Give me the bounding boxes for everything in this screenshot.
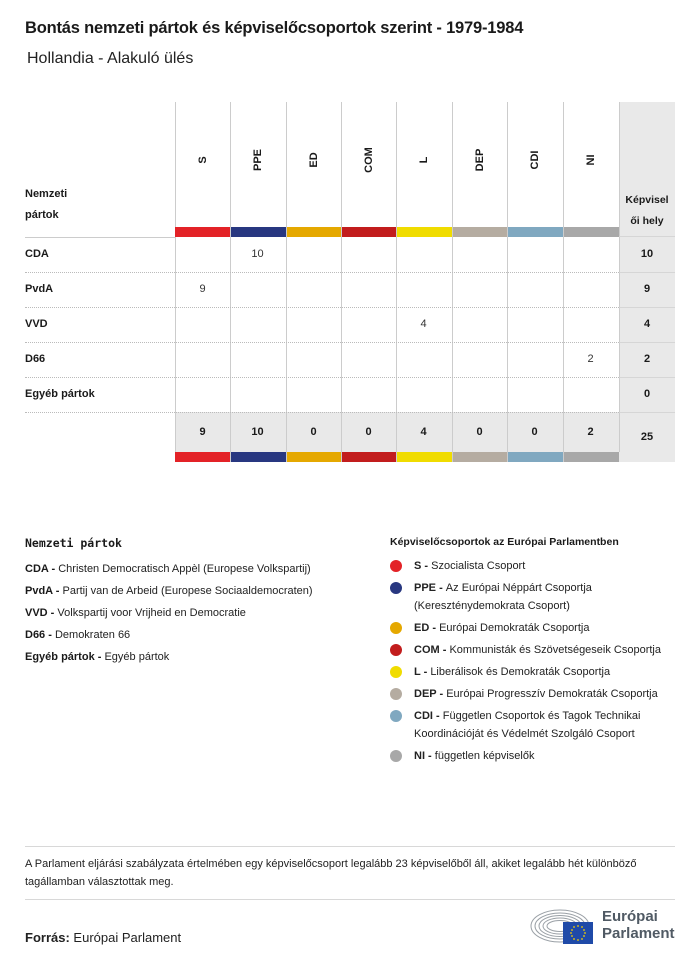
cell-ni — [563, 272, 618, 307]
national-parties-legend — [25, 536, 375, 668]
column-header-label: L — [417, 156, 430, 164]
cell-ppe — [230, 272, 285, 307]
legend-name: Európai Demokraták Csoportja — [439, 622, 590, 634]
legend-item-egyeb-partok: Egyéb pártok - Egyéb pártok — [25, 651, 170, 663]
cell-cdi — [507, 272, 562, 307]
legend-name: Szocialista Csoport — [431, 560, 526, 572]
color-dot-icon — [390, 688, 402, 700]
table-row-d66 — [25, 342, 675, 377]
color-dot-icon — [390, 750, 402, 762]
legend-code: S — [414, 560, 422, 572]
cell-s — [175, 237, 230, 272]
group-color-bar-ed — [287, 452, 341, 462]
cell-dep — [452, 237, 507, 272]
cell-cdi — [507, 307, 562, 342]
source-value: Európai Parlament — [73, 930, 182, 945]
cell-l — [396, 237, 451, 272]
table-row-pvda — [25, 272, 675, 307]
row-total: 0 — [643, 388, 651, 400]
group-color-bar-l — [397, 452, 452, 462]
political-groups-legend — [390, 536, 680, 769]
cell-ed — [286, 237, 341, 272]
cell-l — [396, 377, 451, 412]
row-header-label — [25, 184, 67, 226]
legend-name: Az Európai Néppárt Csoportja (Kereszténydemokrata Csoport) — [414, 582, 592, 612]
group-color-bar-l — [397, 227, 452, 237]
parliament-hemicycle-icon — [530, 906, 596, 946]
cell-ni — [563, 377, 618, 412]
cell-cdi — [507, 377, 562, 412]
legend-item-cdi: CDI - Független Csoportok és Tagok Technikai Koordinációját és Védelmét Szolgáló Csoport — [390, 707, 680, 743]
group-color-bar-com — [342, 227, 396, 237]
legend-title: Képviselőcsoportok az Európai Parlamentben — [390, 536, 619, 548]
table-row-vvd — [25, 307, 675, 342]
group-color-bar-ed — [287, 227, 341, 237]
column-header-ed — [286, 102, 341, 227]
cell-com — [341, 377, 396, 412]
legend-code: ED — [414, 622, 430, 634]
legend-code: D66 — [25, 629, 46, 641]
legend-item-pvda: PvdA - Partij van de Arbeid (Europese Sociaaldemocraten) — [25, 585, 313, 597]
cell-ni: 2 — [587, 353, 594, 365]
legend-item-d66: D66 - Demokraten 66 — [25, 629, 131, 641]
cell-s — [175, 377, 230, 412]
row-header-line-2: pártok — [25, 209, 59, 221]
cell-ni — [563, 307, 618, 342]
divider — [25, 846, 675, 847]
logo-wordmark — [602, 908, 675, 942]
totals-header-line-1: Képvisel — [625, 194, 669, 206]
legend-item-ed: ED - Európai Demokraták Csoportja — [390, 619, 680, 637]
group-color-bar-ni — [564, 227, 619, 237]
legend-code: NI — [414, 750, 425, 762]
legend-name: Liberálisok és Demokraták Csoportja — [430, 666, 611, 678]
legend-item-dep: DEP - Európai Progresszív Demokraták Csoportja — [390, 685, 680, 703]
row-label: PvdA — [25, 283, 54, 295]
logo-line-2: Parlament — [602, 925, 675, 942]
color-dot-icon — [390, 560, 402, 572]
color-dot-icon — [390, 666, 402, 678]
cell-ppe — [230, 377, 285, 412]
cell-ppe — [230, 307, 285, 342]
grand-total: 25 — [640, 431, 654, 443]
legend-name: független képviselők — [434, 750, 535, 762]
table-row-egyeb-partok — [25, 377, 675, 412]
source-line — [25, 930, 181, 945]
column-header-s — [175, 102, 230, 227]
row-total: 10 — [640, 248, 654, 260]
group-color-bar-ppe — [231, 227, 286, 237]
source-label: Forrás: — [25, 930, 70, 945]
legend-title: Nemzeti pártok — [25, 536, 122, 550]
cell-ppe — [230, 342, 285, 377]
column-total-dep: 0 — [476, 426, 483, 438]
cell-com — [341, 237, 396, 272]
column-total-ed: 0 — [310, 426, 317, 438]
legend-code: Egyéb pártok — [25, 651, 95, 663]
legend-name: Európai Progresszív Demokraták Csoportja — [446, 688, 658, 700]
legend-code: L — [414, 666, 421, 678]
color-dot-icon — [390, 644, 402, 656]
column-header-label: S — [196, 156, 209, 164]
row-total: 4 — [643, 318, 651, 330]
cell-dep — [452, 377, 507, 412]
legend-code: PvdA — [25, 585, 53, 597]
row-label: D66 — [25, 353, 46, 365]
column-total-ni: 2 — [587, 426, 594, 438]
legend-item-vvd: VVD - Volkspartij voor Vrijheid en Democratie — [25, 607, 246, 619]
column-header-l — [396, 102, 451, 227]
group-color-bar-cdi — [508, 452, 563, 462]
legend-name: Partij van de Arbeid (Europese Sociaaldemocraten) — [62, 585, 313, 597]
legend-item-cda: CDA - Christen Democratisch Appèl (Europese Volkspartij) — [25, 563, 311, 575]
row-header-line-1: Nemzeti — [25, 188, 68, 200]
legend-item-s: S - Szocialista Csoport — [390, 557, 680, 575]
column-total-s: 9 — [199, 426, 206, 438]
cell-ni — [563, 237, 618, 272]
cell-cdi — [507, 342, 562, 377]
row-label: VVD — [25, 318, 48, 330]
column-total-ppe: 10 — [251, 426, 264, 438]
legend-code: DEP — [414, 688, 437, 700]
logo-line-1: Európai — [602, 908, 658, 925]
cell-dep — [452, 272, 507, 307]
row-label: CDA — [25, 248, 49, 260]
column-header-label: ED — [307, 152, 320, 168]
group-color-bar-ppe — [231, 452, 286, 462]
column-header-ppe — [230, 102, 285, 227]
cell-ppe: 10 — [251, 248, 264, 260]
color-dot-icon — [390, 710, 402, 722]
european-parliament-logo — [530, 906, 675, 946]
group-color-bar-dep — [453, 227, 507, 237]
column-header-dep — [452, 102, 507, 227]
column-header-ni — [563, 102, 618, 227]
row-label: Egyéb pártok — [25, 388, 95, 400]
group-color-bar-s — [175, 452, 230, 462]
seat-distribution-table — [25, 102, 675, 462]
group-color-bar-ni — [564, 452, 619, 462]
divider — [25, 899, 675, 900]
cell-s — [175, 342, 230, 377]
legend-code: CDA — [25, 563, 49, 575]
column-header-label: COM — [362, 147, 375, 173]
group-color-bar-dep — [453, 452, 507, 462]
column-header-cdi — [507, 102, 562, 227]
legend-name: Egyéb pártok — [104, 651, 170, 663]
column-header-label: CDI — [528, 150, 541, 170]
totals-header — [619, 190, 675, 232]
legend-name: Független Csoportok és Tagok Technikai Koordinációját és Védelmét Szolgáló Csoport — [414, 710, 641, 740]
cell-dep — [452, 307, 507, 342]
cell-dep — [452, 342, 507, 377]
legend-code: COM — [414, 644, 440, 656]
cell-s: 9 — [199, 283, 206, 295]
cell-l — [396, 342, 451, 377]
legend-code: CDI — [414, 710, 433, 722]
legend-name: Christen Democratisch Appèl (Europese Volkspartij) — [58, 563, 311, 575]
legend-item-l: L - Liberálisok és Demokraták Csoportja — [390, 663, 680, 681]
cell-ed — [286, 377, 341, 412]
color-dot-icon — [390, 582, 402, 594]
column-total-cdi: 0 — [531, 426, 538, 438]
cell-cdi — [507, 237, 562, 272]
totals-header-line-2: ői hely — [630, 215, 664, 227]
group-color-bar-com — [342, 452, 396, 462]
cell-l: 4 — [420, 318, 427, 330]
column-total-l: 4 — [420, 426, 427, 438]
cell-com — [341, 342, 396, 377]
cell-com — [341, 272, 396, 307]
group-color-bar-s — [175, 227, 230, 237]
row-total: 9 — [643, 283, 651, 295]
cell-ed — [286, 307, 341, 342]
column-header-com — [341, 102, 396, 227]
legend-name: Kommunisták és Szövetségeseik Csoportja — [449, 644, 661, 656]
table-row-cda — [25, 237, 675, 272]
color-dot-icon — [390, 622, 402, 634]
chart-subtitle: Hollandia - Alakuló ülés — [27, 50, 194, 67]
legend-code: VVD — [25, 607, 48, 619]
cell-com — [341, 307, 396, 342]
chart-title: Bontás nemzeti pártok és képviselőcsoportok szerint - 1979-1984 — [25, 19, 524, 37]
column-total-com: 0 — [365, 426, 372, 438]
column-header-label: PPE — [251, 148, 264, 172]
cell-s — [175, 307, 230, 342]
legend-item-com: COM - Kommunisták és Szövetségeseik Csoportja — [390, 641, 680, 659]
cell-l — [396, 272, 451, 307]
cell-ed — [286, 272, 341, 307]
column-header-label: DEP — [473, 148, 486, 172]
cell-ed — [286, 342, 341, 377]
row-total: 2 — [643, 353, 651, 365]
legend-item-ppe: PPE - Az Európai Néppárt Csoportja (Kereszténydemokrata Csoport) — [390, 579, 680, 615]
legend-code: PPE — [414, 582, 437, 594]
group-color-bar-cdi — [508, 227, 563, 237]
legend-item-ni: NI - független képviselők — [390, 747, 680, 765]
footnote: A Parlament eljárási szabályzata értelmében egy képviselőcsoport legalább 23 képviselőből áll, akiket legalább hét különböző tagállamban választottak meg. — [25, 858, 637, 888]
legend-name: Volkspartij voor Vrijheid en Democratie — [57, 607, 246, 619]
legend-name: Demokraten 66 — [54, 629, 131, 641]
column-header-label: NI — [584, 154, 597, 166]
